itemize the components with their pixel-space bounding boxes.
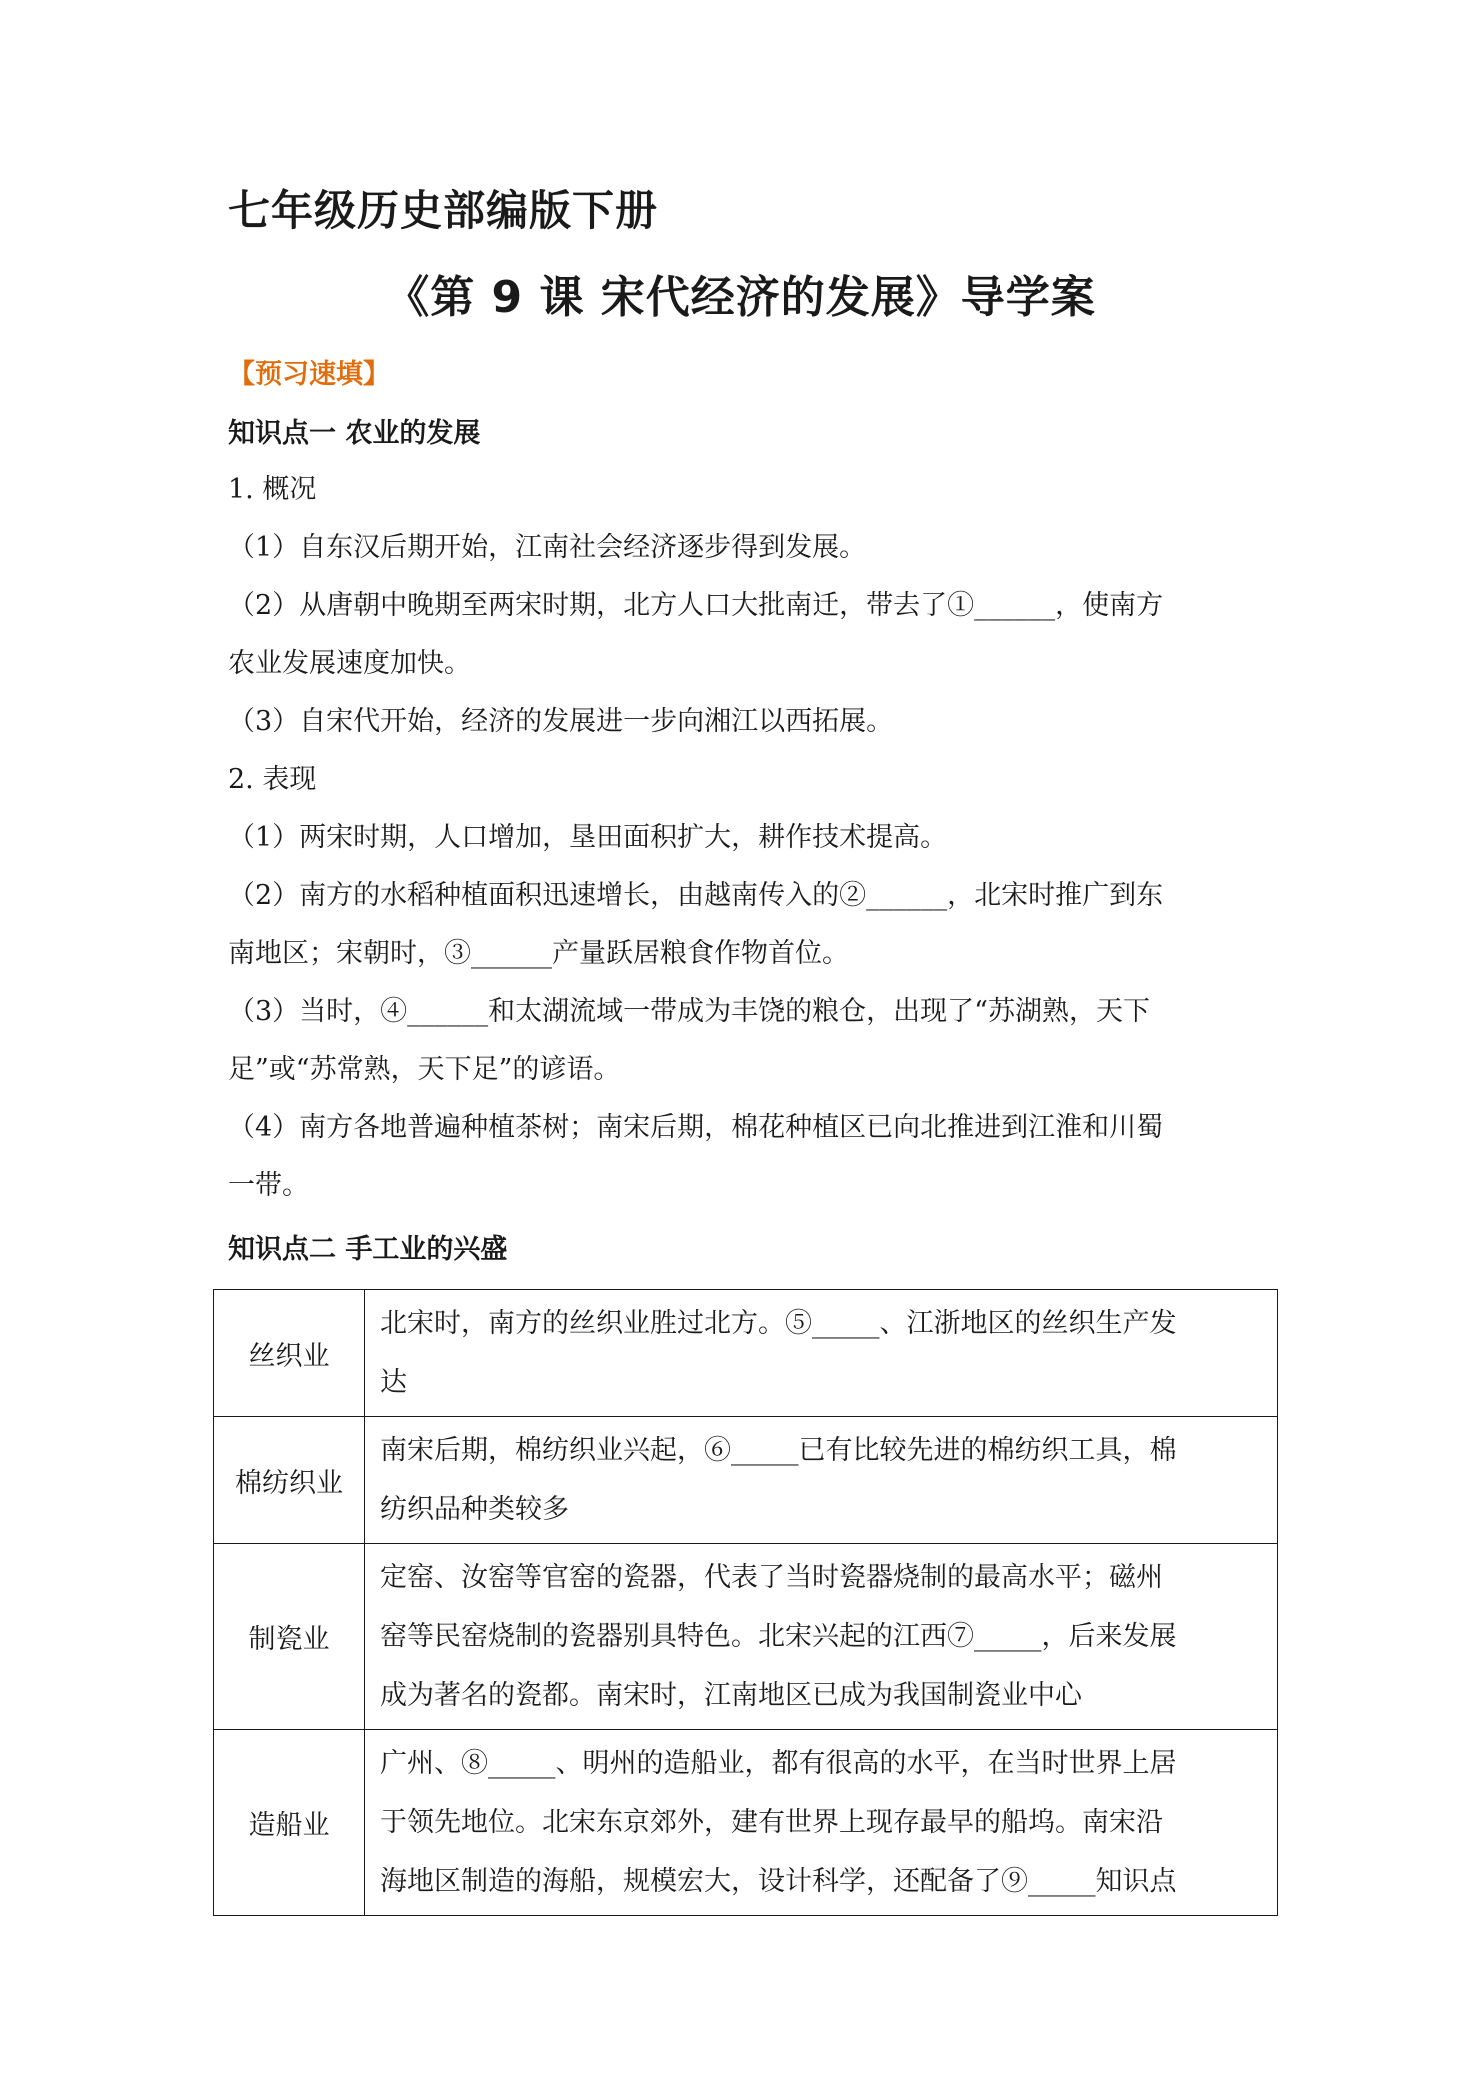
table-cell-line: 海地区制造的海船，规模宏大，设计科学，还配备了⑨_____知识点: [380, 1866, 1177, 1897]
kp1-sub2-item: 足”或“苏常熟，天下足”的谚语。: [228, 1054, 621, 1085]
table-cell-line: 广州、⑧_____、明州的造船业，都有很高的水平，在当时世界上居: [380, 1748, 1177, 1779]
table-row-label: 棉纺织业: [214, 1417, 365, 1544]
table-row-label: 造船业: [214, 1730, 365, 1916]
table-row: [214, 1417, 1278, 1544]
table-row-content: [365, 1417, 1278, 1544]
table-row: [214, 1544, 1278, 1730]
table-cell-line: 定窑、汝窑等官窑的瓷器，代表了当时瓷器烧制的最高水平；磁州: [380, 1562, 1163, 1593]
kp1-sub1-item: （1）自东汉后期开始，江南社会经济逐步得到发展。: [228, 532, 867, 563]
table-row: [214, 1730, 1278, 1916]
table-row-content: [365, 1730, 1278, 1916]
knowledge-point-1-heading: 知识点一 农业的发展: [228, 418, 481, 449]
table-cell-line: 北宋时，南方的丝织业胜过北方。⑤_____、江浙地区的丝织生产发: [380, 1308, 1177, 1339]
document-title-lesson: 《第 9 课 宋代经济的发展》导学案: [385, 272, 1096, 323]
table-row-content: [365, 1290, 1278, 1417]
kp1-sub2-item: （3）当时，④______和太湖流域一带成为丰饶的粮仓，出现了“苏湖熟，天下: [228, 996, 1150, 1027]
kp1-sub2-item: 一带。: [228, 1170, 309, 1201]
handicraft-table: [213, 1289, 1278, 1916]
kp1-sub2-item: （4）南方各地普遍种植茶树；南宋后期，棉花种植区已向北推进到江淮和川蜀: [228, 1112, 1164, 1143]
kp1-sub1-item: （2）从唐朝中晚期至两宋时期，北方人口大批南迁，带去了①______，使南方: [228, 590, 1164, 621]
table-cell-line: 成为著名的瓷都。南宋时，江南地区已成为我国制瓷业中心: [380, 1680, 1082, 1711]
table-row-label: 丝织业: [214, 1290, 365, 1417]
table-row-content: [365, 1544, 1278, 1730]
knowledge-point-2-heading: 知识点二 手工业的兴盛: [228, 1234, 508, 1265]
kp1-sub2-heading: 2. 表现: [228, 764, 317, 795]
table-cell-line: 达: [380, 1367, 407, 1398]
table-cell-line: 南宋后期，棉纺织业兴起，⑥_____已有比较先进的棉纺织工具，棉: [380, 1435, 1177, 1466]
kp1-sub2-item: 南地区；宋朝时，③______产量跃居粮食作物首位。: [228, 938, 849, 969]
kp1-sub2-item: （1）两宋时期，人口增加，垦田面积扩大，耕作技术提高。: [228, 822, 948, 853]
kp1-sub2-item: （2）南方的水稻种植面积迅速增长，由越南传入的②______，北宋时推广到东: [228, 880, 1164, 911]
table-cell-line: 于领先地位。北宋东京郊外，建有世界上现存最早的船坞。南宋沿: [380, 1807, 1163, 1838]
kp1-sub1-item: （3）自宋代开始，经济的发展进一步向湘江以西拓展。: [228, 706, 894, 737]
table-row-label: 制瓷业: [214, 1544, 365, 1730]
table-cell-line: 纺织品种类较多: [380, 1494, 569, 1525]
document-title-series: 七年级历史部编版下册: [228, 186, 659, 235]
kp1-sub1-item: 农业发展速度加快。: [228, 648, 471, 679]
section-tag-preview: 【预习速填】: [228, 359, 390, 390]
table-row: [214, 1290, 1278, 1417]
table-cell-line: 窑等民窑烧制的瓷器别具特色。北宋兴起的江西⑦_____，后来发展: [380, 1621, 1177, 1652]
kp1-sub1-heading: 1. 概况: [228, 474, 317, 505]
